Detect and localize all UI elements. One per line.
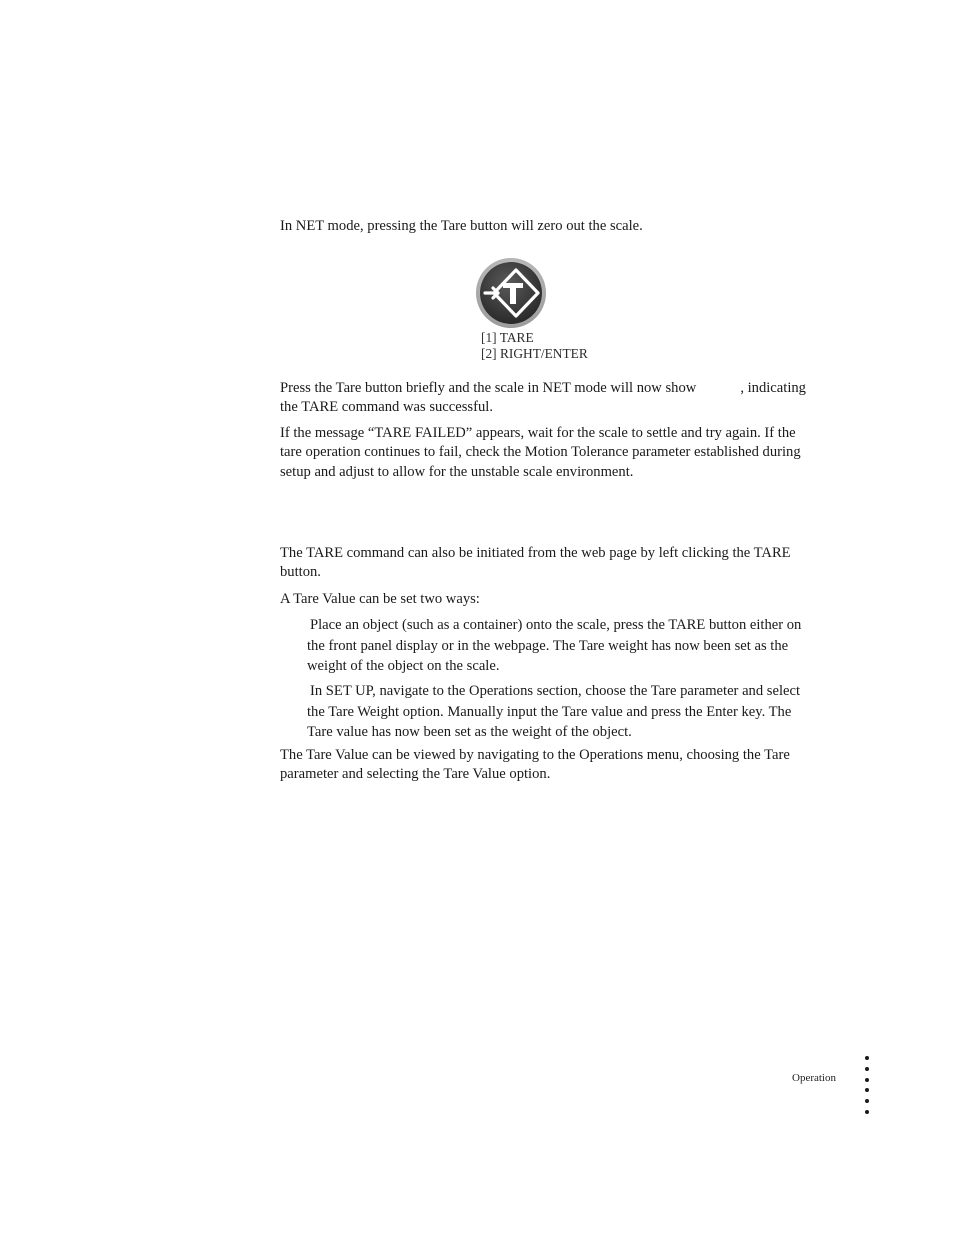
intro-paragraph: In NET mode, pressing the Tare button will zero out the scale. [280,218,643,234]
press-paragraph: Press the Tare button briefly and the scale in NET mode will now show , indicating the TARE command was successful. [280,380,806,416]
tare-button-icon [475,257,547,329]
method-1-paragraph: Place an object (such as a container) onto the scale, press the TARE button either on the front panel display or in the webpage. The Tare weight has now been set as the weight of the object on the scale. [307,617,802,675]
web-paragraph: The TARE command can also be initiated from the web page by left clicking the TARE button. [280,545,791,581]
figure-caption [481,330,588,363]
two-ways-paragraph: A Tare Value can be set two ways: [280,591,480,607]
footer-dot [865,1099,869,1103]
footer-dot [865,1110,869,1114]
tare-failed-paragraph: If the message “TARE FAILED” appears, wait for the scale to settle and try again. If the tare operation continues to fail, check the Motion Tolerance parameter established during setup and adjust to allow for the unstable scale environment. [280,425,801,480]
caption-line-2: [2] RIGHT/ENTER [481,346,588,362]
footer-dot [865,1078,869,1082]
method-2-paragraph: In SET UP, navigate to the Operations section, choose the Tare parameter and select the Tare Weight option. Manually input the Tare value and press the Enter key. The Tare value has now been set as the weight of the object. [307,683,801,741]
caption-line-1: [1] TARE [481,330,534,345]
footer-dot [865,1056,869,1060]
footer-dot [865,1067,869,1071]
footer-dot [865,1088,869,1092]
footer-dot-column [865,1056,871,1121]
footer-section-label: Operation [792,1072,836,1084]
viewed-paragraph: The Tare Value can be viewed by navigating to the Operations menu, choosing the Tare parameter and selecting the Tare Value option. [280,747,790,783]
